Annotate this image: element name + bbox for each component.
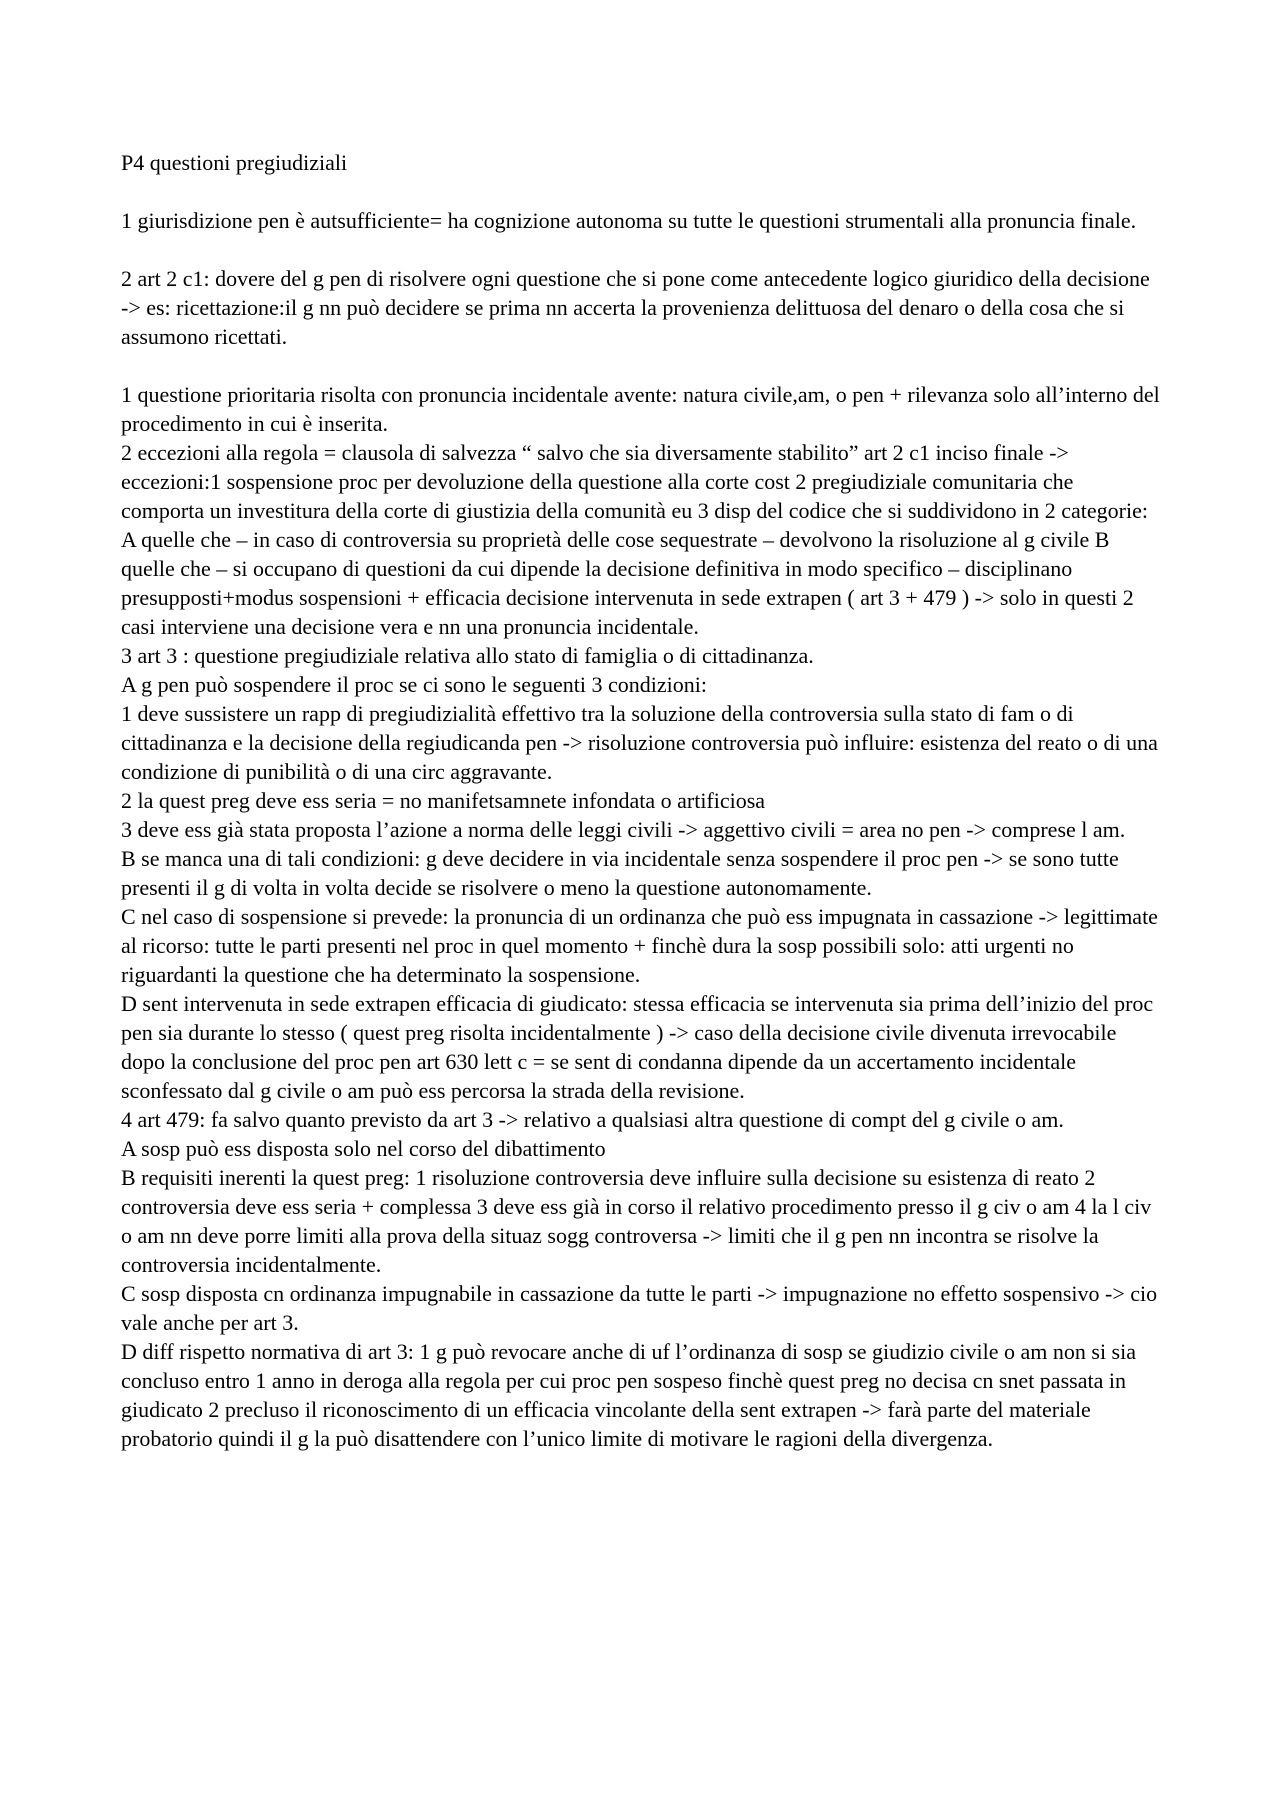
paragraph-art3-d: D sent intervenuta in sede extrapen efficacia di giudicato: stessa efficacia se intervenuta sia prima dell’inizio del proc pen sia durante lo stesso ( quest preg risolta incidentalmente ) -> caso della decisione civile divenuta irrevocabile dopo la conclusione del proc pen art 630 lett c = se sent di condanna dipende da un accertamento incidentale sconfessato dal g civile o am può ess percorsa la strada della revisione.	[121, 991, 1154, 1103]
paragraph-condizione-1: 1 deve sussistere un rapp di pregiudizialità effettivo tra la soluzione della controversia sulla stato di fam o di cittadinanza e la decisione della regiudicanda pen -> risoluzione controversia può influire: esistenza del reato o di una condizione di punibilità o di una circ aggravante.	[121, 701, 1158, 784]
paragraph-art479-a: A sosp può ess disposta solo nel corso del dibattimento	[121, 1136, 606, 1161]
document-title: P4 questioni pregiudiziali	[121, 150, 348, 175]
paragraph-giurisdizione: 1 giurisdizione pen è autsufficiente= ha cognizione autonoma su tutte le questioni strumentali alla pronuncia finale.	[121, 208, 1137, 233]
paragraph-art3-c: C nel caso di sospensione si prevede: la pronuncia di un ordinanza che può ess impugnata in cassazione -> legittimate al ricorso: tutte le parti presenti nel proc in quel momento + finchè dura la sosp possibili solo: atti urgenti no riguardanti la questione che ha determinato la sospensione.	[121, 904, 1158, 987]
paragraph-spacer	[121, 235, 1161, 264]
paragraph-spacer	[121, 351, 1161, 380]
paragraph-eccezioni: 2 eccezioni alla regola = clausola di salvezza “ salvo che sia diversamente stabilito” art 2 c1 inciso finale -> eccezioni:1 sospensione proc per devoluzione della questione alla corte cost 2 pregiudiziale comunitaria che comporta un investitura della corte di giustizia della comunità eu 3 disp del codice che si suddividono in 2 categorie: A quelle che – in caso di controversia su proprietà delle cose sequestrate – devolvono la risoluzione al g civile B quelle che – si occupano di questioni da cui dipende la decisione definitiva in modo specifico – disciplinano presupposti+modus sospensioni + efficacia decisione intervenuta in sede extrapen ( art 3 + 479 ) -> solo in questi 2 casi interviene una decisione vera e nn una pronuncia incidentale.	[121, 440, 1148, 639]
paragraph-condizione-3: 3 deve ess già stata proposta l’azione a norma delle leggi civili -> aggettivo civili = area no pen -> comprese l am.	[121, 817, 1126, 842]
paragraph-art479-d: D diff rispetto normativa di art 3: 1 g può revocare anche di uf l’ordinanza di sosp se giudizio civile o am non si sia concluso entro 1 anno in deroga alla regola per cui proc pen sospeso finchè quest preg no decisa cn snet passata in giudicato 2 precluso il riconoscimento di un efficacia vincolante della sent extrapen -> farà parte del materiale probatorio quindi il g la può disattendere con l’unico limite di motivare le ragioni della divergenza.	[121, 1339, 1136, 1451]
paragraph-art479: 4 art 479: fa salvo quanto previsto da art 3 -> relativo a qualsiasi altra questione di compt del g civile o am.	[121, 1107, 1064, 1132]
paragraph-art2-c1: 2 art 2 c1: dovere del g pen di risolvere ogni questione che si pone come antecedente logico giuridico della decisione -> es: ricettazione:il g nn può decidere se prima nn accerta la provenienza delittuosa del denaro o della cosa che si assumono ricettati.	[121, 266, 1150, 349]
paragraph-art3-b: B se manca una di tali condizioni: g deve decidere in via incidentale senza sospendere il proc pen -> se sono tutte presenti il g di volta in volta decide se risolvere o meno la questione autonomamente.	[121, 846, 1119, 900]
paragraph-questione-prioritaria: 1 questione prioritaria risolta con pronuncia incidentale avente: natura civile,am, o pen + rilevanza solo all’interno del procedimento in cui è inserita.	[121, 382, 1160, 436]
paragraph-spacer	[121, 177, 1161, 206]
paragraph-art479-c: C sosp disposta cn ordinanza impugnabile in cassazione da tutte le parti -> impugnazione no effetto sospensivo -> cio vale anche per art 3.	[121, 1281, 1158, 1335]
paragraph-condizione-2: 2 la quest preg deve ess seria = no manifetsamnete infondata o artificiosa	[121, 788, 766, 813]
paragraph-art3: 3 art 3 : questione pregiudiziale relativa allo stato di famiglia o di cittadinanza.	[121, 643, 814, 668]
paragraph-art3-a: A g pen può sospendere il proc se ci sono le seguenti 3 condizioni:	[121, 672, 707, 697]
paragraph-art479-b: B requisiti inerenti la quest preg: 1 risoluzione controversia deve influire sulla decisione su esistenza di reato 2 controversia deve ess seria + complessa 3 deve ess già in corso il relativo procedimento presso il g civ o am 4 la l civ o am nn deve porre limiti alla prova della situaz sogg controversa -> limiti che il g pen nn incontra se risolve la controversia incidentalmente.	[121, 1165, 1152, 1277]
document-body	[121, 148, 1161, 1453]
